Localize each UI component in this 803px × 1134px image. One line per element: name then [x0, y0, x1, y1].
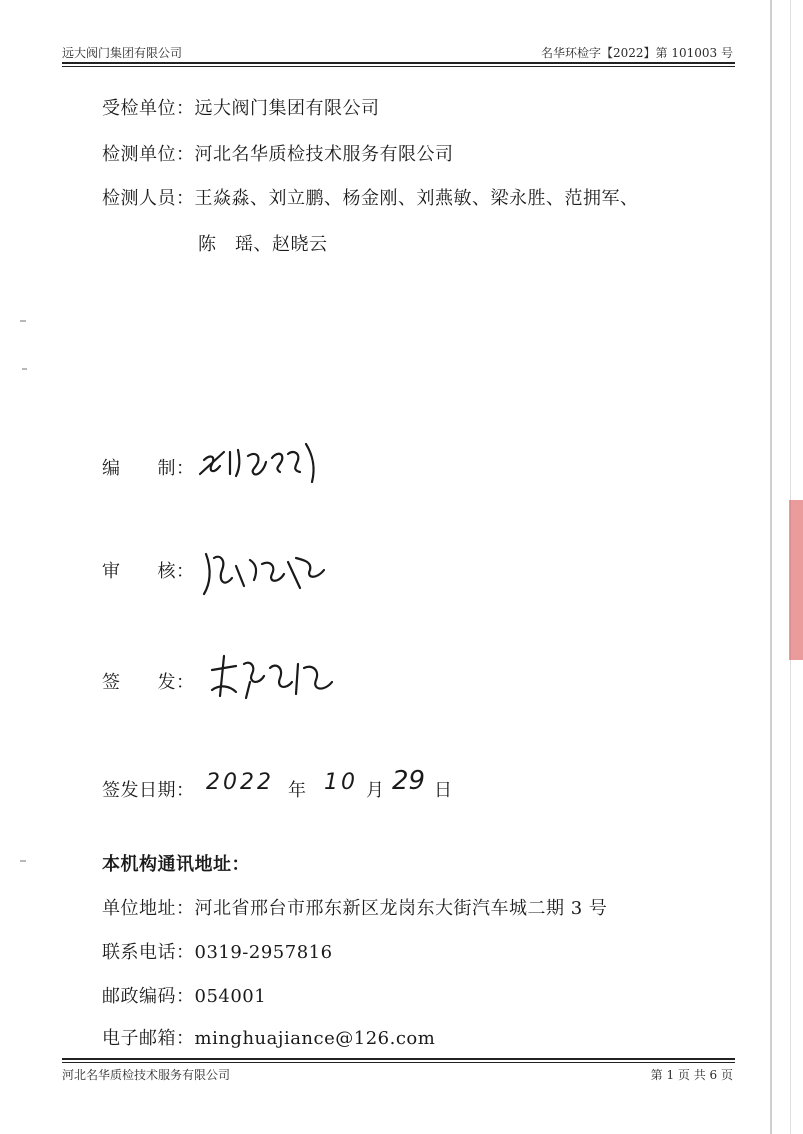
footer-org: 河北名华质检技术服务有限公司: [62, 1068, 231, 1082]
compile-label: 编 制：: [102, 458, 195, 479]
phone-row: [102, 938, 333, 964]
staff-line-1: 王焱淼、刘立鹏、杨金刚、刘燕敏、梁永胜、范拥军、: [194, 188, 639, 209]
date-label: 签发日期：: [102, 780, 195, 801]
postcode-value: 054001: [194, 986, 267, 1007]
staff-row: [102, 184, 639, 210]
address-label: 单位地址：: [102, 898, 195, 919]
scan-edge-line: [770, 0, 772, 1134]
email-label: 电子邮箱：: [102, 1028, 195, 1049]
review-signature: [200, 540, 340, 600]
email-row: [102, 1024, 435, 1050]
date-day-unit: 日: [434, 780, 453, 801]
client-value: 远大阀门集团有限公司: [194, 98, 380, 119]
email-value[interactable]: minghuajiance@126.com: [194, 1028, 436, 1049]
tester-row: [102, 140, 454, 166]
date-day: 29: [392, 766, 426, 796]
footer-rule-thin: [62, 1062, 735, 1063]
margin-mark-2: [22, 368, 27, 370]
header-report-number: 名华环检字【2022】第 101003 号: [541, 46, 733, 60]
client-label: 受检单位：: [102, 98, 195, 119]
header-company: 远大阀门集团有限公司: [62, 46, 183, 60]
staff-line-2: 陈 瑶、赵晓云: [198, 234, 328, 255]
compile-signature: [196, 430, 336, 490]
phone-label: 联系电话：: [102, 942, 195, 963]
date-month-unit: 月: [366, 780, 385, 801]
client-row: [102, 94, 380, 120]
address-value: 河北省邢台市邢东新区龙岗东大街汽车城二期 3 号: [194, 898, 608, 919]
review-label: 审 核：: [102, 561, 195, 582]
margin-mark-1: [20, 320, 26, 322]
date-year: 2022: [206, 770, 274, 795]
phone-value: 0319-2957816: [194, 942, 333, 963]
header-rule-thin: [62, 66, 735, 67]
seal-edge-fragment: [789, 500, 803, 660]
staff-label: 检测人员：: [102, 188, 195, 209]
header-rule-thick: [62, 62, 735, 64]
postcode-label: 邮政编码：: [102, 986, 195, 1007]
date-year-unit: 年: [288, 780, 307, 801]
date-row: [102, 776, 195, 802]
issue-label: 签 发：: [102, 672, 195, 693]
address-row: [102, 894, 607, 920]
date-month: 10: [324, 770, 358, 795]
issue-signature: [206, 646, 346, 706]
footer-page-number: 第 1 页 共 6 页: [650, 1068, 733, 1082]
postcode-row: [102, 982, 266, 1008]
tester-value: 河北名华质检技术服务有限公司: [194, 144, 454, 165]
margin-mark-3: [20, 860, 26, 862]
contact-heading: 本机构通讯地址：: [102, 854, 250, 875]
tester-label: 检测单位：: [102, 144, 195, 165]
footer-rule-thick: [62, 1058, 735, 1060]
